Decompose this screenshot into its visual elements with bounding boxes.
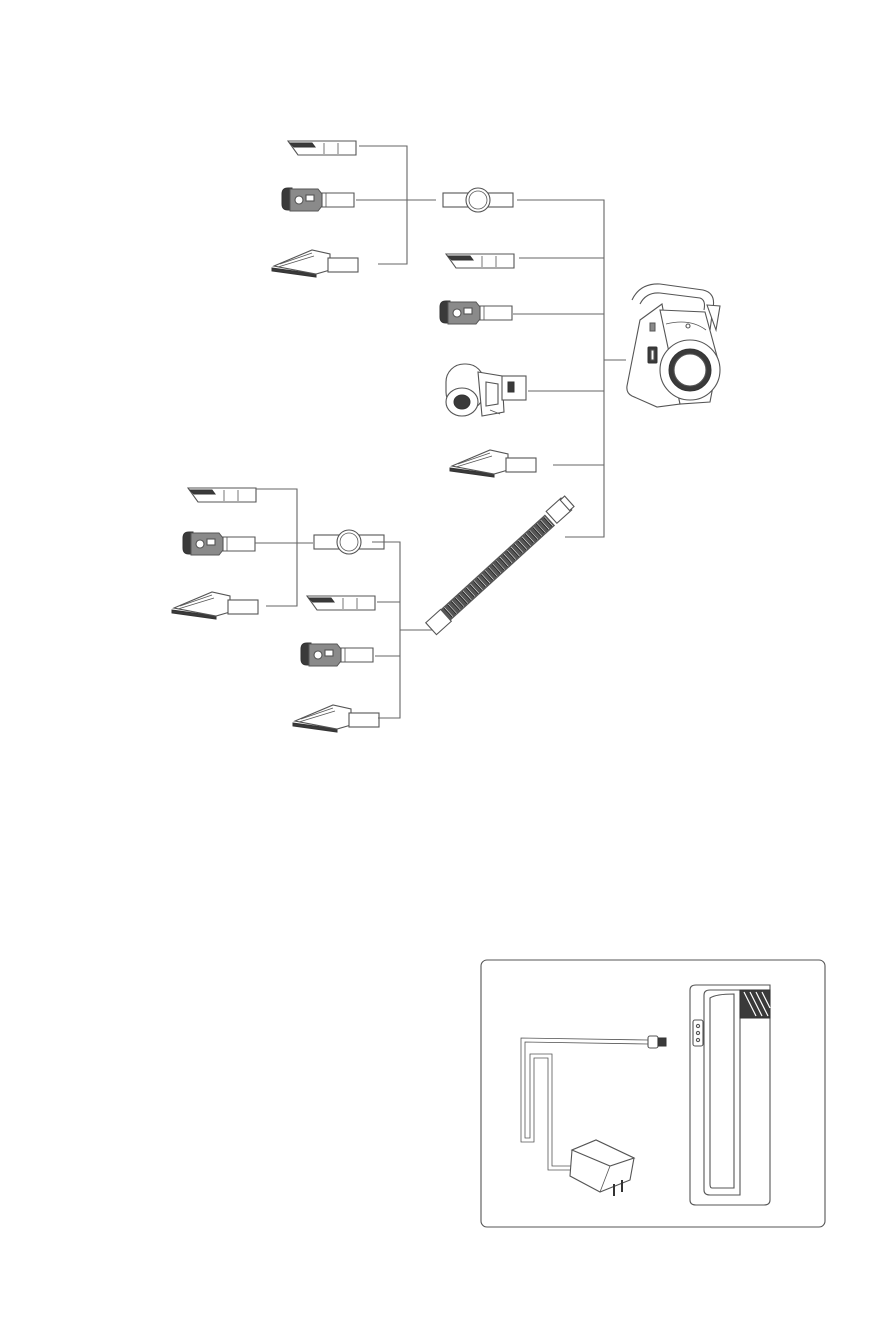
dusting-brush	[183, 532, 255, 555]
connector-line	[359, 146, 407, 264]
handheld-vacuum-main-unit	[627, 284, 720, 407]
bristle-brush	[172, 592, 258, 619]
crevice-tool	[446, 254, 514, 268]
hose-attachments	[293, 530, 432, 732]
dusting-brush	[282, 188, 354, 211]
crevice-tool	[307, 596, 375, 610]
connector-line	[372, 542, 400, 718]
hose-adapter-group	[172, 488, 313, 619]
charging-dock	[690, 985, 770, 1205]
extension-adapter	[443, 188, 513, 212]
connector-line	[256, 489, 297, 606]
motorized-pet-tool	[446, 364, 526, 416]
upper-adapter-group	[272, 141, 436, 277]
box-frame	[481, 960, 825, 1227]
charger-box	[481, 960, 825, 1227]
bristle-brush	[450, 450, 536, 477]
flexible-hose	[426, 495, 575, 634]
main-unit-attachments	[426, 188, 626, 635]
crevice-tool	[188, 488, 256, 502]
dusting-brush	[301, 643, 373, 666]
bristle-brush	[293, 705, 379, 732]
crevice-tool	[288, 141, 356, 155]
connector-line	[517, 200, 604, 537]
bristle-brush	[272, 250, 358, 277]
dusting-brush	[440, 301, 512, 324]
